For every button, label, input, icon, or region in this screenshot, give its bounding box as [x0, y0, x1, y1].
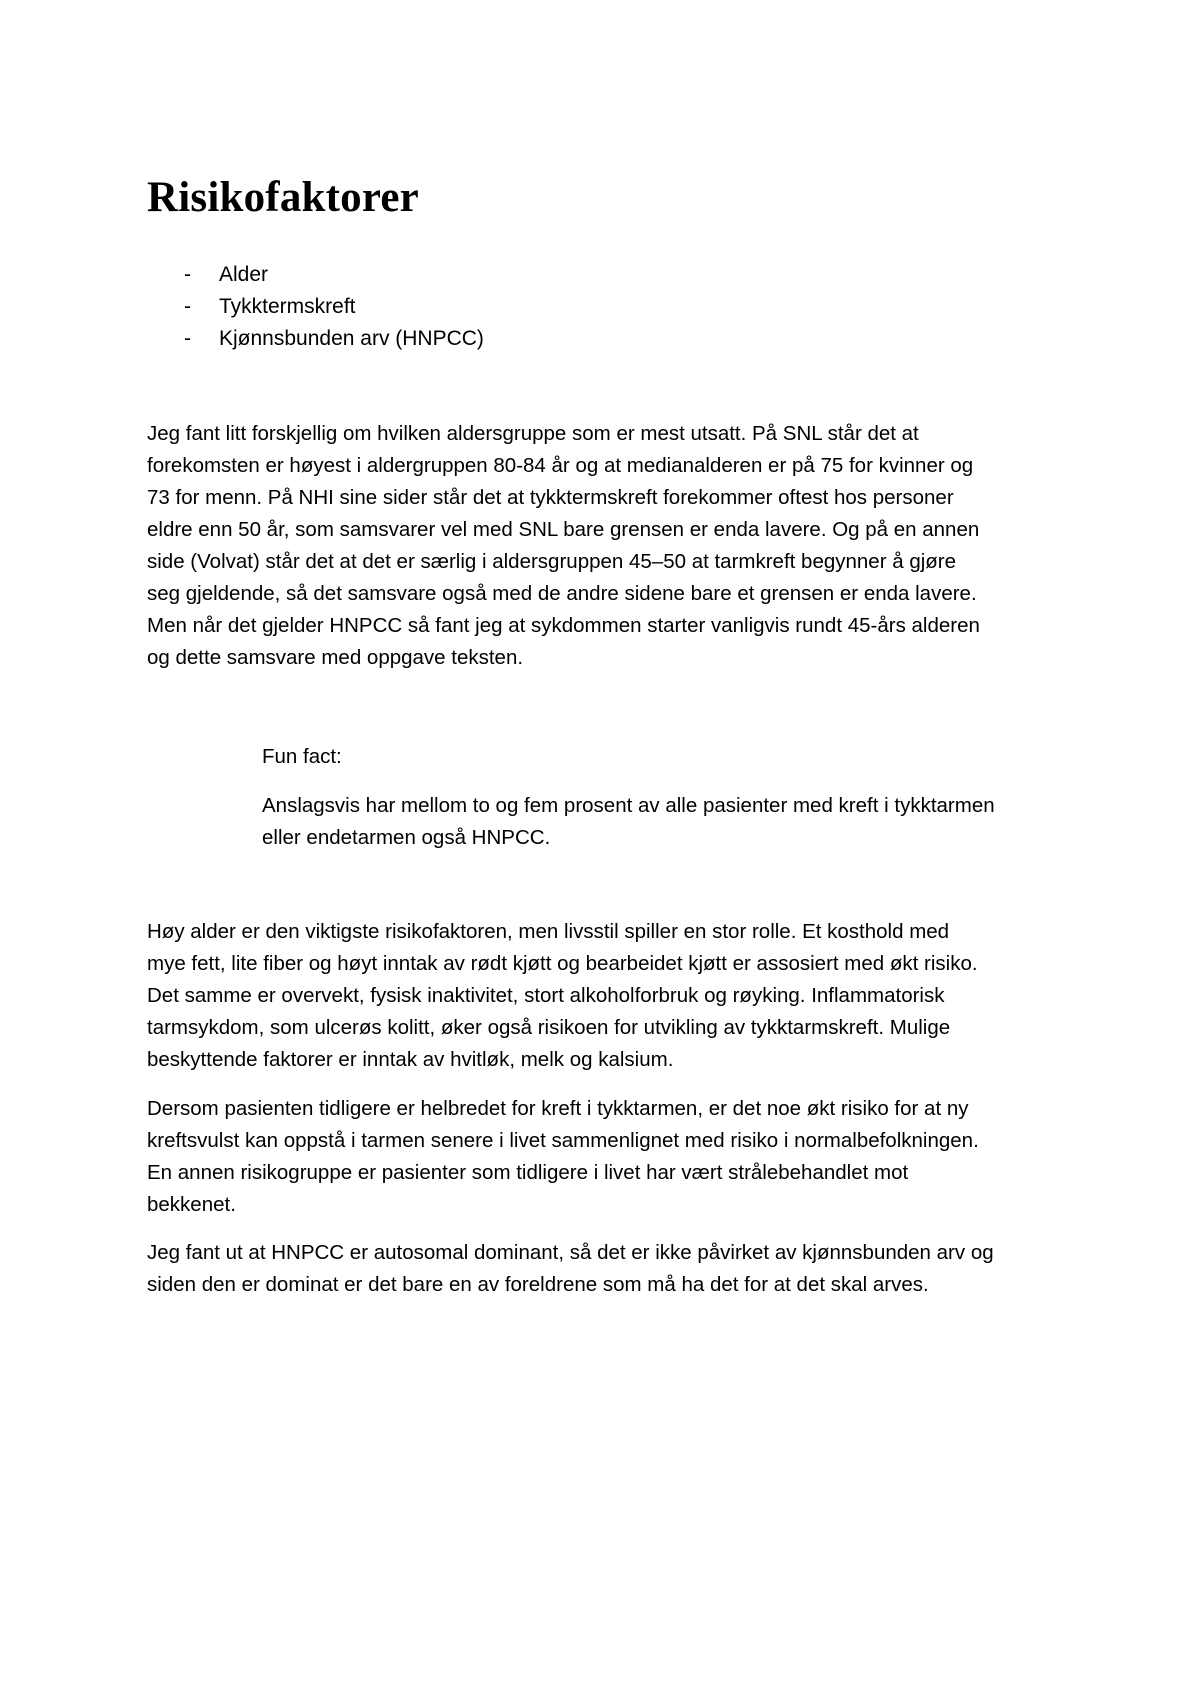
paragraph-line: Dersom pasienten tidligere er helbredet for kreft i tykktarmen, er det noe økt risiko for at ny [147, 1097, 969, 1120]
risk-factor-list [184, 259, 484, 355]
lifestyle-paragraph [147, 916, 1077, 1076]
hnpcc-inheritance-paragraph [147, 1237, 1077, 1301]
list-item-text: Kjønnsbunden arv (HNPCC) [219, 327, 484, 350]
paragraph-line: Men når det gjelder HNPCC så fant jeg at sykdommen starter vanligvis rundt 45-års alderen [147, 614, 980, 637]
paragraph-line: mye fett, lite fiber og høyt inntak av rødt kjøtt og bearbeidet kjøtt er assosiert med økt risiko. [147, 952, 978, 975]
paragraph-line: tarmsykdom, som ulcerøs kolitt, øker også risikoen for utvikling av tykktarmskreft. Mulige [147, 1016, 951, 1039]
list-item-text: Tykktermskreft [219, 295, 356, 318]
paragraph-line: 73 for menn. På NHI sine sider står det at tykktermskreft forekommer oftest hos personer [147, 486, 954, 509]
paragraph-line: En annen risikogruppe er pasienter som tidligere i livet har vært strålebehandlet mot [147, 1161, 909, 1184]
fun-fact-label: Fun fact: [262, 745, 342, 768]
paragraph-line: Høy alder er den viktigste risikofaktoren, men livsstil spiller en stor rolle. Et kosthold med [147, 920, 950, 943]
paragraph-line: Det samme er overvekt, fysisk inaktivitet, stort alkoholforbruk og røyking. Inflammatorisk [147, 984, 945, 1007]
paragraph-line: eldre enn 50 år, som samsvarer vel med SNL bare grensen er enda lavere. Og på en annen [147, 518, 980, 541]
age-group-paragraph [147, 418, 1077, 674]
previous-cancer-paragraph [147, 1093, 1077, 1221]
paragraph-line: og dette samsvare med oppgave teksten. [147, 646, 524, 669]
paragraph-line: Jeg fant litt forskjellig om hvilken aldersgruppe som er mest utsatt. På SNL står det at [147, 422, 919, 445]
bullet-dash: - [184, 263, 191, 286]
paragraph-line: forekomsten er høyest i aldergruppen 80-84 år og at medianalderen er på 75 for kvinner og [147, 454, 974, 477]
paragraph-line: seg gjeldende, så det samsvare også med de andre sidene bare et grensen er enda lavere. [147, 582, 977, 605]
paragraph-line: eller endetarmen også HNPCC. [262, 826, 551, 849]
list-item [184, 323, 484, 355]
fun-fact-text [262, 790, 995, 854]
list-item-text: Alder [219, 263, 269, 286]
paragraph-line: Jeg fant ut at HNPCC er autosomal dominant, så det er ikke påvirket av kjønnsbunden arv og [147, 1241, 994, 1264]
bullet-dash: - [184, 327, 191, 350]
bullet-dash: - [184, 295, 191, 318]
paragraph-line: Anslagsvis har mellom to og fem prosent av alle pasienter med kreft i tykktarmen [262, 794, 995, 817]
list-item [184, 259, 484, 291]
paragraph-line: side (Volvat) står det at det er særlig i aldersgruppen 45–50 at tarmkreft begynner å gjøre [147, 550, 957, 573]
paragraph-line: kreftsvulst kan oppstå i tarmen senere i livet sammenlignet med risiko i normalbefolkningen. [147, 1129, 979, 1152]
page-title: Risikofaktorer [147, 174, 419, 221]
paragraph-line: bekkenet. [147, 1193, 236, 1216]
paragraph-line: siden den er dominat er det bare en av foreldrene som må ha det for at det skal arves. [147, 1273, 929, 1296]
paragraph-line: beskyttende faktorer er inntak av hvitløk, melk og kalsium. [147, 1048, 674, 1071]
list-item [184, 291, 484, 323]
